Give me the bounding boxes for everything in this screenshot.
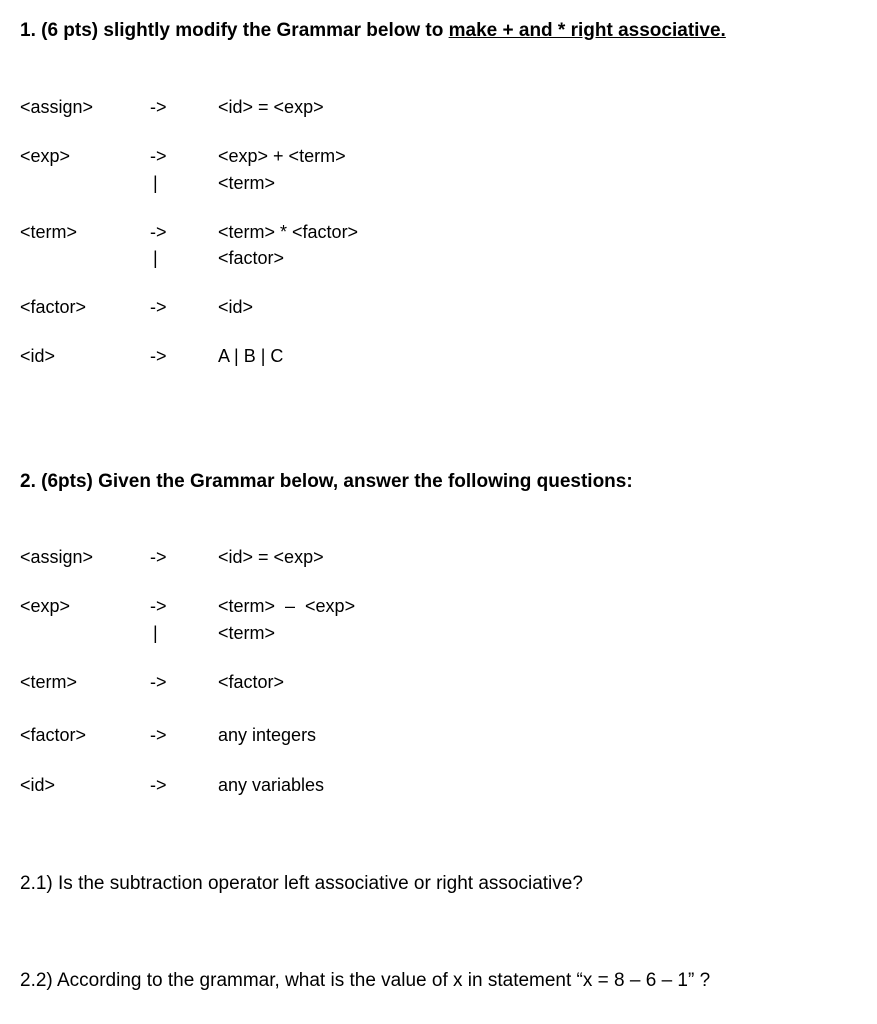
q1-rule-arrow: -> — [150, 346, 167, 366]
q2-rule-lhs: <assign> — [20, 547, 94, 567]
q1-rule-rhs: <factor> — [218, 248, 285, 268]
q2-rule-rhs: <term> — [218, 623, 276, 643]
q1-heading-underlined: make + and * right associative. — [448, 20, 726, 41]
q1-rule-rhs: <term> — [218, 173, 276, 193]
q1-rule-lhs: <id> — [20, 346, 56, 366]
q1-rule-alternative-bar: | — [153, 173, 158, 193]
q2-rule-rhs: <term> – <exp> — [218, 596, 356, 616]
q1-rule-lhs: <term> — [20, 222, 78, 242]
q1-rule-lhs: <exp> — [20, 146, 71, 166]
q2-rule-lhs: <exp> — [20, 596, 71, 616]
q2-rule-lhs: <term> — [20, 672, 78, 692]
q1-rule-arrow: -> — [150, 297, 167, 317]
q1-heading-text: 1. (6 pts) slightly modify the Grammar below to — [20, 20, 449, 41]
q2-rule-rhs: <factor> — [218, 672, 285, 692]
q1-rule-lhs: <factor> — [20, 297, 87, 317]
q2-heading: 2. (6pts) Given the Grammar below, answer the following questions: — [20, 471, 633, 492]
q1-rule-lhs: <assign> — [20, 97, 94, 117]
q2-rule-arrow: -> — [150, 725, 167, 745]
q1-rule-alternative-bar: | — [153, 248, 158, 268]
q1-heading — [20, 20, 726, 42]
question-2-2: 2.2) According to the grammar, what is the value of x in statement “x = 8 – 6 – 1” ? — [20, 970, 711, 991]
q2-rule-rhs: <id> = <exp> — [218, 547, 324, 567]
q2-rule-arrow: -> — [150, 672, 167, 692]
q2-rule-arrow: -> — [150, 547, 167, 567]
q2-rule-lhs: <factor> — [20, 725, 87, 745]
q2-rule-alternative-bar: | — [153, 623, 158, 643]
question-2-1: 2.1) Is the subtraction operator left associative or right associative? — [20, 873, 583, 894]
q1-rule-rhs: <id> — [218, 297, 254, 317]
q1-rule-arrow: -> — [150, 97, 167, 117]
q2-rule-arrow: -> — [150, 596, 167, 616]
q1-rule-rhs: <term> * <factor> — [218, 222, 359, 242]
q1-rule-rhs: A | B | C — [218, 346, 284, 366]
q2-rule-rhs: any variables — [218, 775, 325, 795]
q1-rule-arrow: -> — [150, 146, 167, 166]
q1-rule-arrow: -> — [150, 222, 167, 242]
q1-rule-rhs: <id> = <exp> — [218, 97, 324, 117]
q2-rule-lhs: <id> — [20, 775, 56, 795]
q1-rule-rhs: <exp> + <term> — [218, 146, 346, 166]
q2-rule-arrow: -> — [150, 775, 167, 795]
q2-rule-rhs: any integers — [218, 725, 317, 745]
